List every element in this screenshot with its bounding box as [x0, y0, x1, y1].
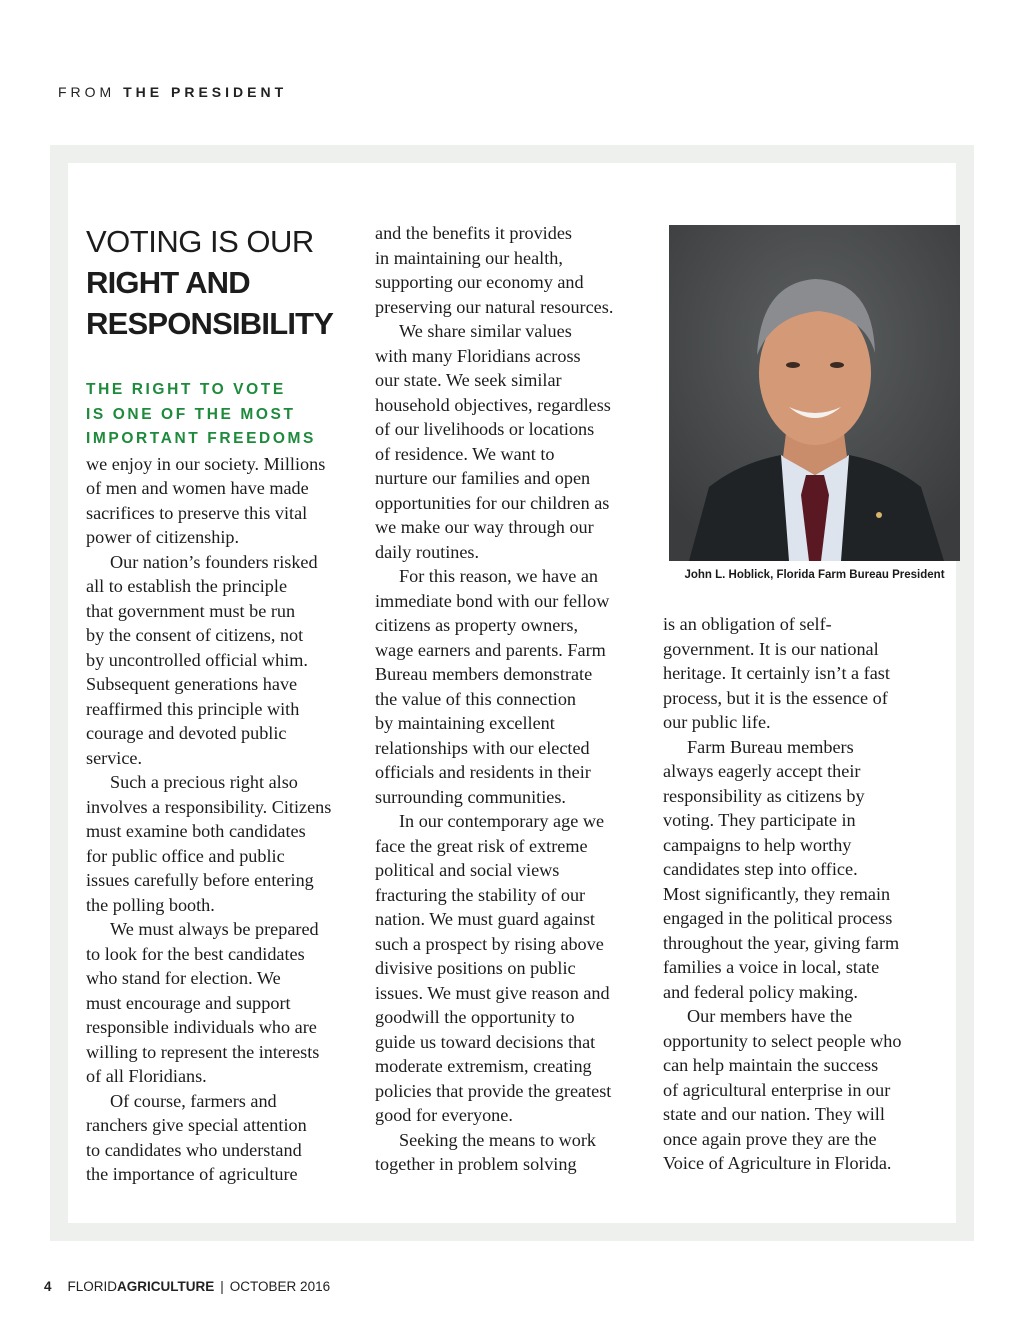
text-line: issues carefully before entering — [86, 870, 314, 890]
title-line-3: RESPONSIBILITY — [86, 306, 334, 341]
text-line: involves a responsibility. Citizens — [86, 796, 332, 817]
title-line-1: VOTING IS OUR — [86, 224, 314, 259]
text-line: issues. We must give reason and — [375, 982, 610, 1003]
text-line: of residence. We want to — [375, 443, 555, 464]
text-line: campaigns to help worthy — [663, 834, 852, 855]
text-line: of our livelihoods or locations — [375, 419, 595, 439]
article-kicker — [86, 378, 361, 452]
text-line: relationships with our elected — [375, 737, 590, 758]
text-line: goodwill the opportunity to — [375, 1007, 575, 1027]
text-line: Seeking the means to work — [399, 1129, 596, 1150]
magazine-name-light: FLORID — [67, 1279, 118, 1294]
text-line: supporting our economy and — [375, 272, 584, 292]
text-line: responsible individuals who are — [86, 1017, 317, 1037]
text-line: political and social views — [375, 860, 560, 880]
text-line: Most significantly, they remain — [663, 883, 891, 904]
text-line: opportunity to select people who — [663, 1030, 902, 1051]
magazine-name-bold: AGRICULTURE — [117, 1279, 215, 1294]
text-line: ranchers give special attention — [86, 1115, 307, 1135]
text-line: of agricultural enterprise in our — [663, 1079, 891, 1100]
paragraph — [375, 809, 650, 1128]
title-line-2: RIGHT AND — [86, 265, 250, 300]
text-line: the polling booth. — [86, 894, 215, 915]
paragraph — [375, 221, 650, 319]
text-line: for public office and public — [86, 845, 285, 866]
text-line: Our nation’s founders risked — [110, 551, 318, 572]
text-line: can help maintain the success — [663, 1055, 879, 1075]
text-line: willing to represent the interests — [86, 1041, 320, 1062]
text-line: surrounding communities. — [375, 786, 566, 807]
section-prefix: FROM — [58, 84, 116, 100]
text-line: Of course, farmers and — [110, 1090, 277, 1111]
paragraph — [663, 1004, 938, 1176]
text-line: We must always be prepared — [110, 919, 319, 939]
photo-caption: John L. Hoblick, Florida Farm Bureau President — [684, 569, 945, 581]
text-line: throughout the year, giving farm — [663, 932, 900, 953]
paragraph — [86, 550, 361, 771]
text-line: families a voice in local, state — [663, 957, 880, 977]
paragraph — [86, 1089, 361, 1187]
text-line: with many Floridians across — [375, 345, 581, 366]
text-line: courage and devoted public — [86, 723, 287, 743]
text-line: heritage. It certainly isn’t a fast — [663, 663, 890, 683]
text-line: by maintaining excellent — [375, 713, 555, 733]
text-line: the value of this connection — [375, 688, 577, 709]
text-line: In our contemporary age we — [399, 811, 605, 831]
text-line: we make our way through our — [375, 517, 594, 537]
text-line: sacrifices to preserve this vital — [86, 502, 308, 523]
text-line: voting. They participate in — [663, 810, 856, 830]
text-line: opportunities for our children as — [375, 492, 610, 513]
text-line: process, but it is the essence of — [663, 687, 888, 708]
portrait-illustration — [669, 225, 960, 561]
text-line: policies that provide the greatest — [375, 1080, 612, 1101]
text-line: responsibility as citizens by — [663, 785, 865, 806]
text-line: Subsequent generations have — [86, 674, 298, 694]
kicker-line: IS ONE OF THE MOST — [86, 405, 296, 423]
text-line: preserving our natural resources. — [375, 296, 614, 317]
page-number: 4 — [44, 1279, 52, 1294]
text-line: we enjoy in our society. Millions — [86, 453, 326, 474]
text-line: nurture our families and open — [375, 468, 591, 488]
text-line: state and our nation. They will — [663, 1104, 885, 1124]
text-line: immediate bond with our fellow — [375, 590, 610, 611]
text-line: citizens as property owners, — [375, 615, 579, 635]
text-line: the importance of agriculture — [86, 1164, 298, 1184]
text-line: our state. We seek similar — [375, 370, 562, 390]
text-line: moderate extremism, creating — [375, 1056, 592, 1076]
article-title — [86, 221, 361, 344]
text-line: power of citizenship. — [86, 527, 240, 547]
text-line: in maintaining our health, — [375, 247, 563, 268]
footer-separator: | — [220, 1279, 224, 1294]
text-line: our public life. — [663, 712, 771, 732]
text-line: that government must be run — [86, 600, 296, 621]
text-line: candidates step into office. — [663, 859, 858, 879]
text-line: divisive positions on public — [375, 958, 576, 978]
text-line: to look for the best candidates — [86, 943, 305, 964]
text-line: wage earners and parents. Farm — [375, 639, 606, 660]
paragraph — [86, 770, 361, 917]
text-line: Our members have the — [687, 1006, 853, 1026]
text-line: nation. We must guard against — [375, 909, 595, 929]
section-label — [58, 84, 287, 100]
text-line: daily routines. — [375, 541, 480, 562]
text-line: Bureau members demonstrate — [375, 664, 593, 684]
text-line: reaffirmed this principle with — [86, 698, 300, 719]
text-line: For this reason, we have an — [399, 566, 598, 586]
text-line: by the consent of citizens, not — [86, 625, 304, 645]
text-line: to candidates who understand — [86, 1139, 302, 1160]
text-line: always eagerly accept their — [663, 761, 861, 781]
text-line: all to establish the principle — [86, 576, 288, 596]
paragraph — [86, 452, 361, 550]
text-line: engaged in the political process — [663, 908, 893, 928]
text-line: government. It is our national — [663, 638, 879, 659]
text-line: of all Floridians. — [86, 1066, 207, 1086]
page-footer — [44, 1279, 330, 1294]
text-line: guide us toward decisions that — [375, 1031, 596, 1052]
text-line: of men and women have made — [86, 478, 309, 498]
text-line: and federal policy making. — [663, 981, 858, 1002]
article-column-1 — [86, 221, 361, 1187]
text-line: such a prospect by rising above — [375, 933, 604, 954]
paragraph — [663, 735, 938, 1005]
paragraph — [375, 1128, 650, 1177]
kicker-line: IMPORTANT FREEDOMS — [86, 430, 316, 447]
president-photo — [669, 225, 960, 561]
text-line: Farm Bureau members — [687, 736, 854, 757]
text-line: together in problem solving — [375, 1154, 577, 1174]
text-line: by uncontrolled official whim. — [86, 649, 308, 670]
text-line: is an obligation of self- — [663, 614, 832, 634]
text-line: face the great risk of extreme — [375, 835, 588, 856]
text-line: Voice of Agriculture in Florida. — [663, 1153, 892, 1173]
article-column-2 — [375, 221, 650, 1177]
paragraph — [375, 319, 650, 564]
text-line: service. — [86, 747, 143, 768]
issue-date: OCTOBER 2016 — [229, 1279, 331, 1294]
article-column-3 — [663, 612, 938, 1176]
section-title: THE PRESIDENT — [123, 84, 288, 100]
paragraph — [663, 612, 938, 735]
text-line: must encourage and support — [86, 992, 291, 1013]
text-line: and the benefits it provides — [375, 223, 572, 243]
text-line: officials and residents in their — [375, 762, 591, 782]
paragraph — [86, 917, 361, 1089]
text-line: who stand for election. We — [86, 968, 281, 988]
kicker-line: THE RIGHT TO VOTE — [86, 381, 286, 398]
text-line: We share similar values — [399, 321, 572, 341]
text-line: fracturing the stability of our — [375, 884, 586, 905]
text-line: good for everyone. — [375, 1105, 513, 1125]
text-line: Such a precious right also — [110, 772, 298, 792]
text-line: must examine both candidates — [86, 821, 306, 841]
text-line: household objectives, regardless — [375, 394, 611, 415]
paragraph — [375, 564, 650, 809]
text-line: once again prove they are the — [663, 1128, 877, 1149]
